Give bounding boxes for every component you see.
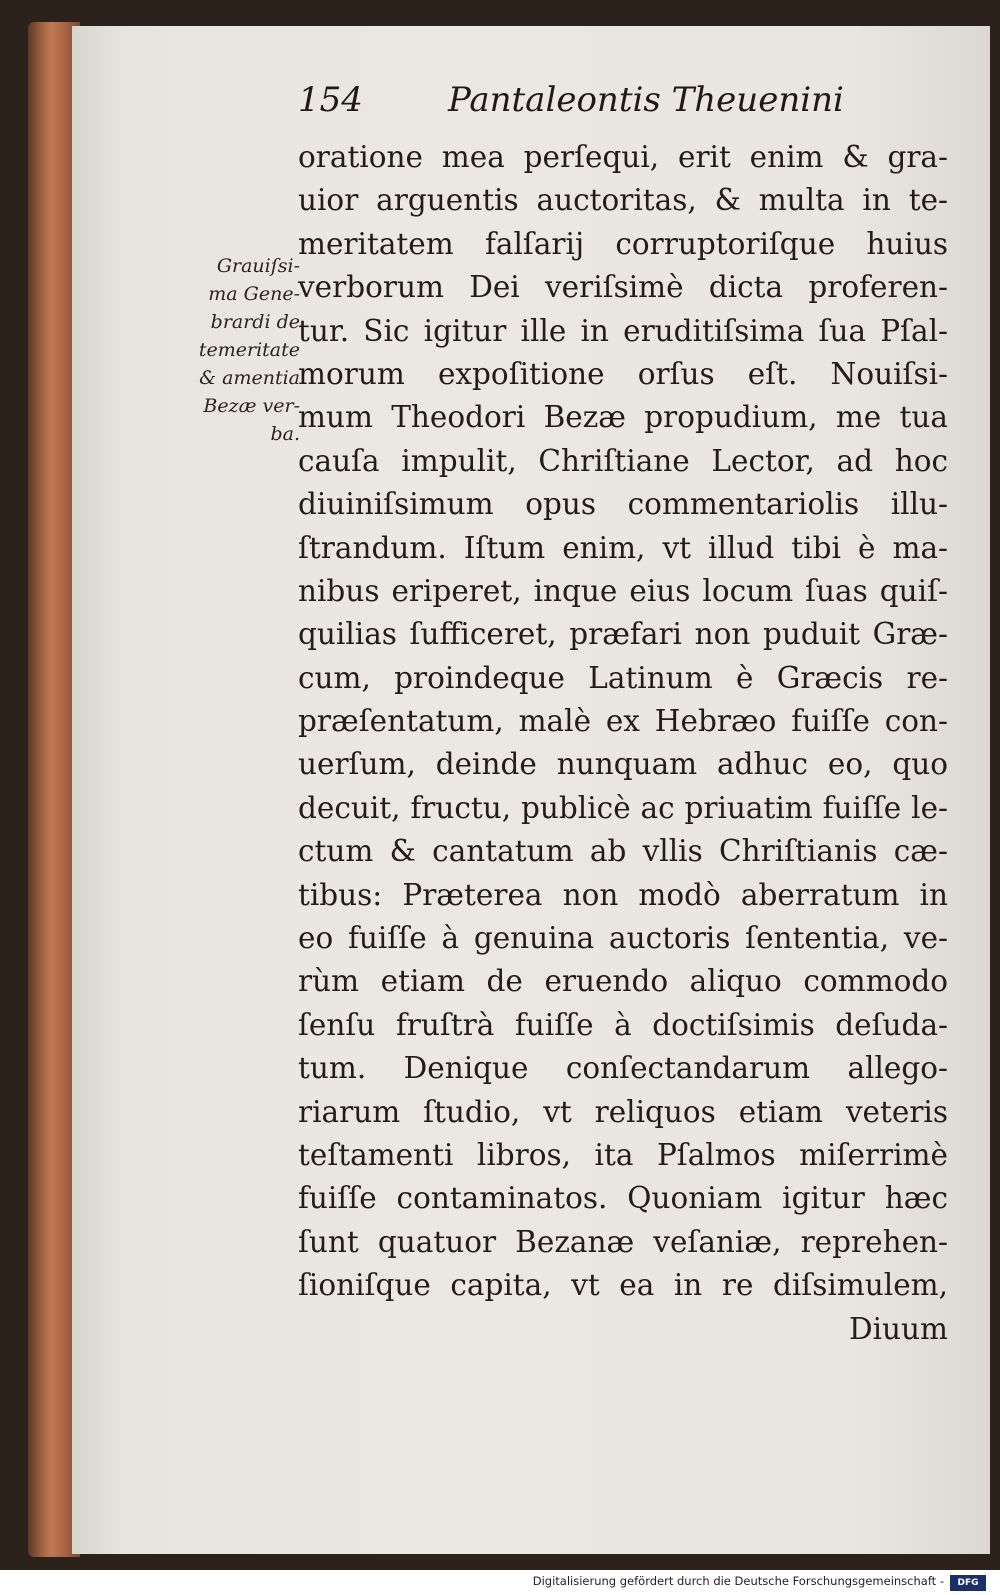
- text-line: cum, proindeque Latinum è Græcis re-: [298, 660, 948, 695]
- text-line: quilias ſufficeret, præfari non puduit Græ-: [298, 617, 948, 652]
- text-line: fuiſſe contaminatos. Quoniam igitur hæc: [298, 1181, 948, 1216]
- margin-note-line: ma Gene-: [208, 283, 300, 305]
- text-line: cauſa impulit, Chriſtiane Lector, ad hoc: [298, 443, 948, 478]
- text-line: præſentatum, malè ex Hebræo fuiſſe con-: [298, 704, 948, 739]
- text-line: tibus: Præterea non modò aberratum in: [298, 877, 948, 912]
- margin-note-line: Bezæ ver-: [203, 395, 300, 417]
- text-line: ſenſu fruſtrà fuiſſe à doctiſsimis deſuda-: [298, 1007, 948, 1042]
- margin-note: [140, 252, 300, 448]
- text-line: tum. Denique conſectandarum allego-: [298, 1051, 948, 1086]
- text-line: oratione mea perſequi, erit enim & gra-: [298, 140, 948, 174]
- running-head: [298, 72, 938, 130]
- text-line: nibus eriperet, inque eius locum ſuas quiſ-: [298, 573, 948, 608]
- text-line: morum expoſitione orſus eſt. Nouiſsi-: [298, 356, 948, 391]
- margin-note-line: brardi de: [210, 311, 300, 333]
- text-line: tur. Sic igitur ille in eruditiſsima ſua Pſal-: [298, 313, 948, 348]
- text-line: decuit, fructu, publicè ac priuatim fuiſſe le-: [298, 790, 948, 825]
- dfg-logo: DFG: [950, 1575, 986, 1591]
- text-line: teſtamenti libros, ita Pſalmos miſerrimè: [298, 1137, 948, 1172]
- page-number: 154: [298, 80, 363, 120]
- running-head-title: Pantaleontis Theuenini: [448, 80, 844, 120]
- text-line: verborum Dei veriſsimè dicta proferen-: [298, 270, 948, 305]
- body-text: [298, 136, 948, 1351]
- text-line: ſioniſque capita, vt ea in re diſsimulem,: [298, 1268, 948, 1303]
- margin-note-line: Grauiſsi-: [216, 255, 300, 277]
- text-line: rùm etiam de eruendo aliquo commodo: [298, 964, 948, 999]
- text-line: riarum ſtudio, vt reliquos etiam veteris: [298, 1094, 948, 1129]
- text-line: ſunt quatuor Bezanæ veſaniæ, reprehen-: [298, 1224, 948, 1259]
- text-line: uerſum, deinde nunquam adhuc eo, quo: [298, 747, 948, 782]
- text-line: ctum & cantatum ab vllis Chriſtianis cæ-: [298, 834, 948, 869]
- catchword: Diuum: [848, 1311, 948, 1346]
- text-line: uior arguentis auctoritas, & multa in te-: [298, 183, 948, 218]
- text-line: eo fuiſſe à genuina auctoris ſententia, ve-: [298, 921, 948, 956]
- text-line: mum Theodori Bezæ propudium, me tua: [298, 400, 948, 435]
- text-line: ſtrandum. Iſtum enim, vt illud tibi è ma-: [298, 530, 948, 565]
- text-line: meritatem falſarij corruptoriſque huius: [298, 226, 948, 261]
- funding-notice: Digitalisierung gefördert durch die Deutsche Forschungsgemeinschaft -: [532, 1574, 944, 1588]
- margin-note-line: temeritate: [198, 339, 300, 361]
- margin-note-line: ba.: [270, 423, 300, 445]
- text-line: diuiniſsimum opus commentariolis illu-: [298, 487, 948, 522]
- digitization-footer: [0, 1572, 1000, 1595]
- margin-note-line: & amentia: [199, 367, 300, 389]
